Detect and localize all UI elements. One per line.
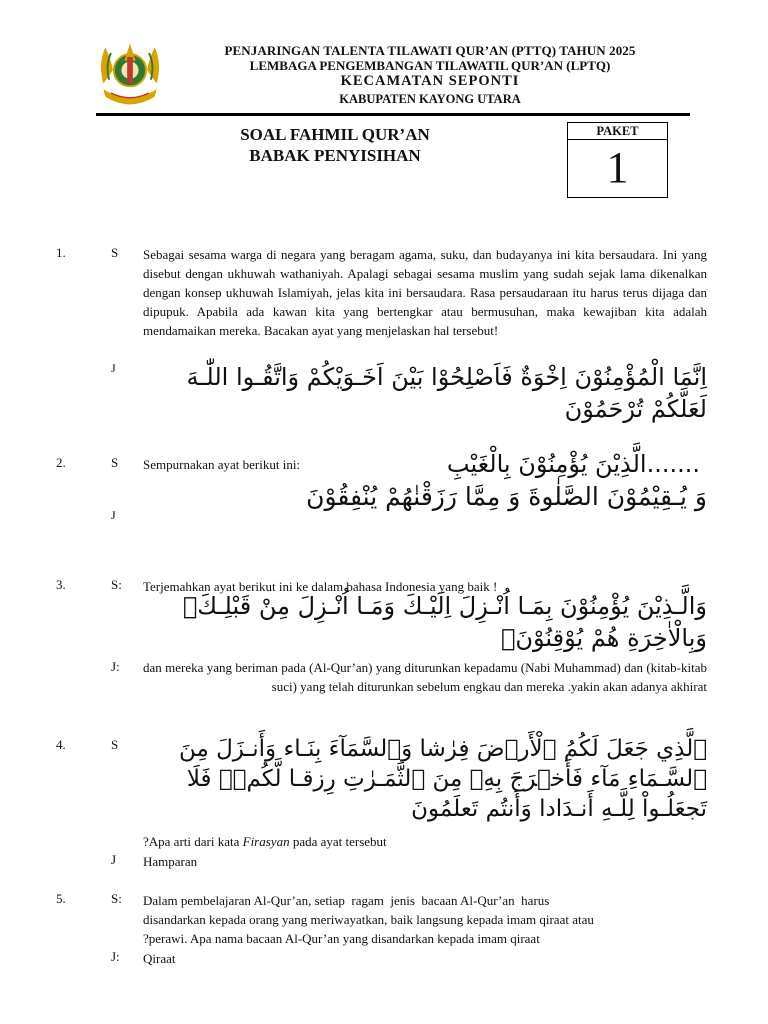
question-5-text-line-2: disandarkan kepada orang yang meriwayatkan, baik langsung kepada imam qiraat atau bbox=[143, 912, 594, 927]
answer-3-text: dan mereka yang beriman pada (Al-Qur’an) yang diturunkan kepadamu (Nabi Muhammad) dan (kitab-kitab suci) yang telah diturunkan sebelum engkau dan mereka .yakin akan adanya akhirat bbox=[143, 660, 707, 694]
question-5-text-line-1: Dalam pembelajaran Al-Qur’an, setiap ragam jenis bacaan Al-Qur’an harus bbox=[143, 893, 550, 908]
question-1-number: 1. bbox=[56, 245, 66, 260]
question-3-label: S: bbox=[111, 577, 122, 592]
header-line-2: LEMBAGA PENGEMBANGAN TILAWATIL QUR’AN (LPTQ) bbox=[249, 58, 611, 73]
question-4-arabic: ٱلَّذِي جَعَلَ لَكُمُ ٱلْأَرۡضَ فِرٰشا وَٱلسَّمَآءَ بِنَـاء وَأَنـزَلَ مِنَ ٱلسَّـمَاءِ مَآء فَأَخۡرَجَ بِهِۦ مِنَ ٱلثَّمَـرٰتِ رِزقـا لَّكُمۡۖ فَلَا تَجعَلُـواْ لِلَّـهِ أَنـدَادا وَأَنتُم تَعلَمُونَ bbox=[178, 736, 707, 822]
document-title: SOAL FAHMIL QUR’AN bbox=[240, 125, 430, 144]
question-4-text bbox=[143, 832, 707, 851]
header-line-4: KABUPATEN KAYONG UTARA bbox=[339, 92, 521, 106]
header-line-1: PENJARINGAN TALENTA TILAWATI QUR’AN (PTTQ) TAHUN 2025 bbox=[224, 43, 636, 58]
answer-2-arabic: وَ يُـقِيْمُوْنَ الصَّلٰوةَ وَ مِمَّا رَزَقْنٰهُمْ يُنْفِقُوْنَ bbox=[306, 482, 707, 511]
answer-2-label: J bbox=[111, 508, 116, 522]
answer-1-label: J bbox=[111, 361, 116, 375]
question-5-text-line-3: ?perawi. Apa nama bacaan Al-Qur’an yang disandarkan kepada imam qiraat bbox=[143, 931, 540, 946]
question-2-number: 2. bbox=[56, 455, 66, 470]
question-5-label: S: bbox=[111, 891, 122, 906]
question-3-arabic: وَالَّـذِيْنَ يُؤْمِنُوْنَ بِمَـا اُنْـزِلَ اِلَيْـكَ وَمَـا اُنْـزِلَ مِنْ قَبْلِـكَۚ وَبِالْاٰخِرَةِ هُمْ يُوْقِنُوْنَۗ bbox=[182, 592, 707, 652]
answer-5-text: Qiraat bbox=[143, 951, 176, 966]
question-4-keyword: Firasyan bbox=[242, 834, 290, 849]
question-2-label: S bbox=[111, 455, 119, 470]
question-2-arabic: الَّذِيْنَ يُؤْمِنُوْنَ بِالْغَيْبِ....... bbox=[446, 450, 700, 478]
question-5-number: 5. bbox=[56, 891, 66, 906]
answer-3-label: J: bbox=[111, 659, 120, 674]
answer-4-text: Hamparan bbox=[143, 854, 198, 869]
answer-1-arabic: اِنَّمَا الْمُؤْمِنُوْنَ اِخْوَةٌ فَاَصْلِحُوْا بَيْنَ اَخَـوَيْكُمْ وَاتَّقُـوا اللّٰـهَ لَعَلَّكُمْ تُرْحَمُوْنَ bbox=[186, 363, 707, 423]
question-3-text: Terjemahkan ayat berikut ini ke dalam bahasa Indonesia yang baik ! bbox=[143, 579, 498, 594]
question-4-text-prefix: ?Apa arti dari kata bbox=[143, 834, 243, 849]
question-1-text: Sebagai sesama warga di negara yang beragam agama, suku, dan budayanya ini kita bersaudara. Ini yang disebut dengan ukhuwah wathaniyah. Apalagi sebagai sesama muslim yang sudah sejak lama dikenalkan dengan konsep ukhuwah Islamiyah, jelas kita ini bersaudara. Rasa persaudaraan itu harus terus dijaga dan dipupuk. Apabila ada kawan kita yang bertengkar atau bermusuhan, maka kewajiban kita adalah mendamaikan mereka. Bacakan ayat yang menjelaskan hal tersebut! bbox=[143, 247, 707, 338]
header-divider bbox=[96, 113, 690, 116]
question-1-label: S bbox=[111, 245, 119, 260]
paket-label: PAKET bbox=[568, 123, 667, 140]
paket-number: 1 bbox=[606, 143, 629, 192]
answer-5-label: J: bbox=[111, 949, 120, 964]
question-3-number: 3. bbox=[56, 577, 66, 592]
paket-box bbox=[567, 122, 668, 198]
question-2-text: Sempurnakan ayat berikut ini: bbox=[143, 457, 301, 472]
document-subtitle: BABAK PENYISIHAN bbox=[249, 146, 421, 165]
header-line-3: KECAMATAN SEPONTI bbox=[340, 73, 520, 89]
question-4-number: 4. bbox=[56, 737, 66, 752]
answer-4-label: J bbox=[111, 852, 117, 867]
question-4-label: S bbox=[111, 737, 119, 752]
question-4-text-suffix: pada ayat tersebut bbox=[289, 834, 387, 849]
